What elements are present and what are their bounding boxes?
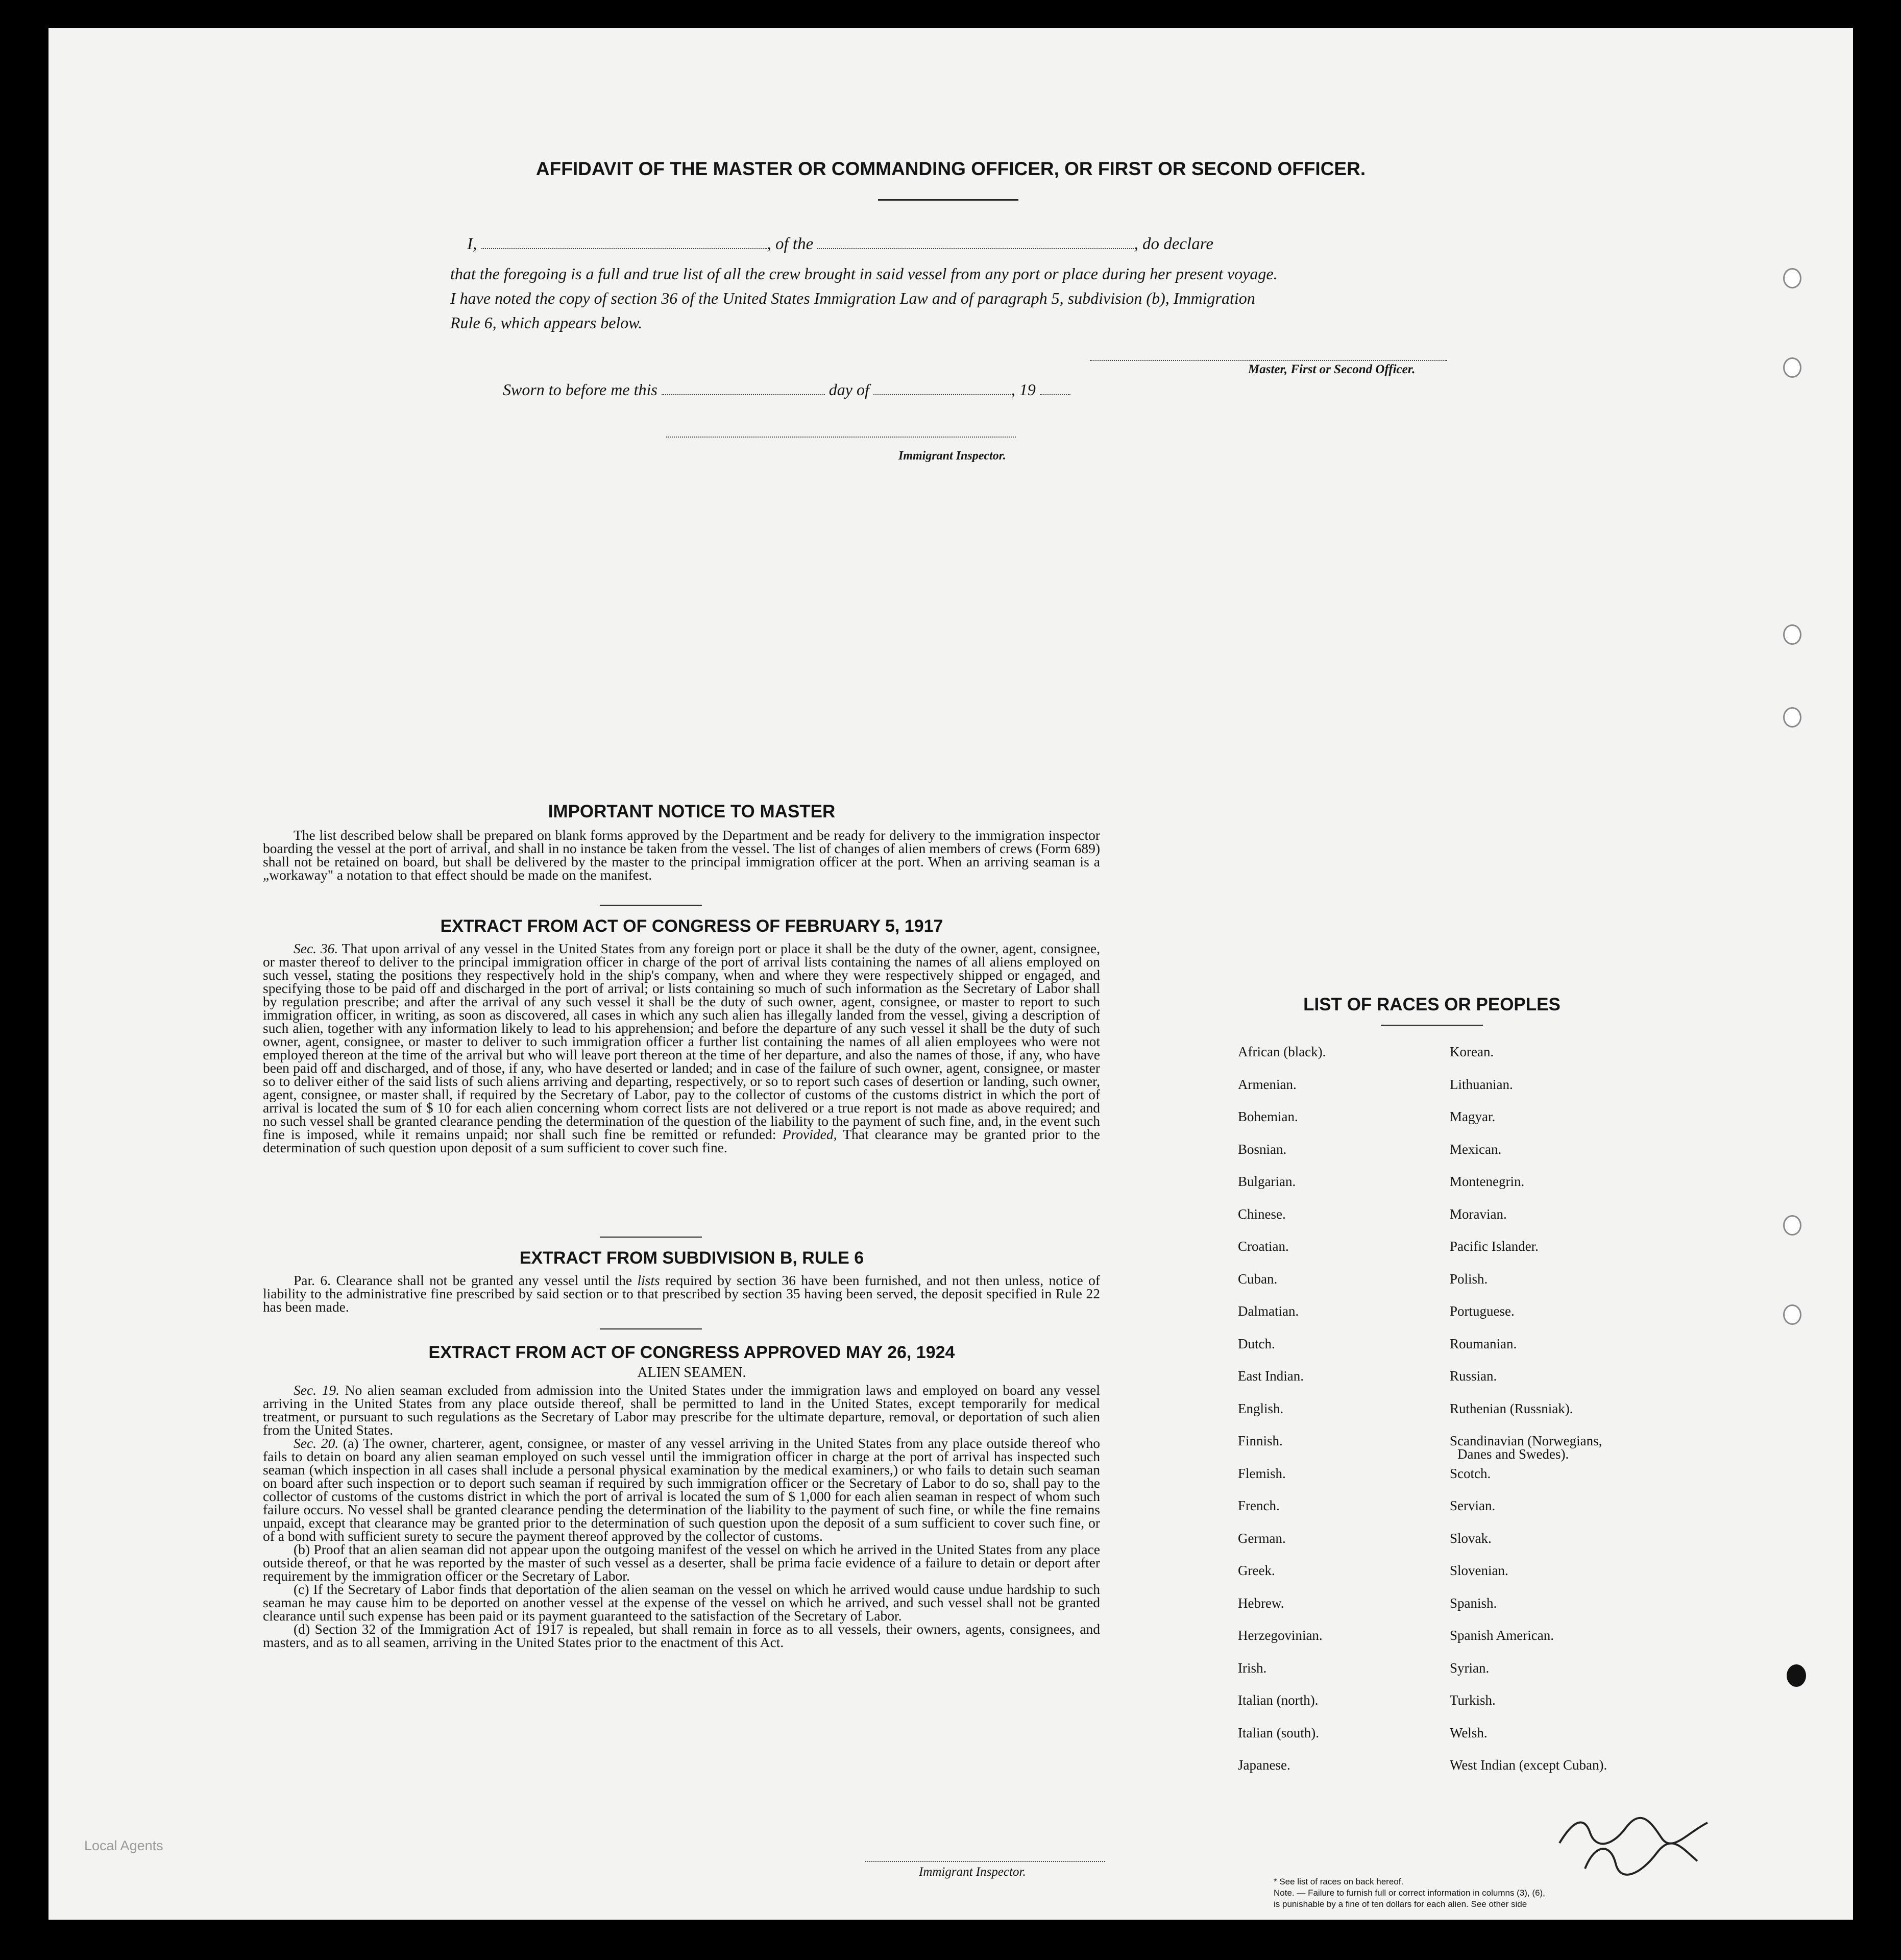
race-item: Syrian.	[1450, 1660, 1490, 1676]
punch-hole	[1783, 1304, 1801, 1325]
race-item: Pacific Islander.	[1450, 1239, 1539, 1254]
punch-hole	[1783, 357, 1801, 378]
race-item: Lithuanian.	[1450, 1076, 1513, 1092]
divider	[600, 905, 702, 906]
sworn-line: Sworn to before me this day of , 19	[503, 380, 1070, 399]
affidavit-title: AFFIDAVIT OF THE MASTER OR COMMANDING OFFICER, OR FIRST OR SECOND OFFICER.	[535, 158, 1366, 179]
race-item: Danes and Swedes).	[1457, 1446, 1569, 1462]
race-item: Turkish.	[1450, 1692, 1496, 1708]
punch-hole	[1783, 707, 1801, 728]
punch-hole	[1783, 624, 1801, 645]
race-item: Bulgarian.	[1238, 1174, 1296, 1189]
race-item: Dalmatian.	[1238, 1303, 1299, 1319]
name-blank	[481, 248, 767, 249]
month-blank	[873, 394, 1011, 395]
extract-rule6-title: EXTRACT FROM SUBDIVISION B, RULE 6	[519, 1248, 864, 1268]
extract-1917-text: Sec. 36. That upon arrival of any vessel in the United States from any foreign port or place it shall be the duty of the owner, agent, consignee, or master thereof to deliver to the principal immigration officer in charge of the port of arrival lists containing the names of all aliens employed on such vessel, stating the positions they respectively hold in the ship's company, when and where they were respectively shipped or engaged, and specifying those to be paid off and discharged in the port of arrival; or lists containing so much of such information as the Secretary of Labor shall by regulation prescribe; and after the arrival of any such vessel it shall be the duty of such owner, agent, consignee, or master to report to such immigration officer, in writing, as soon as discovered, all cases in which any such alien has illegally landed from the vessel, giving a description of such alien, together with any information likely to lead to his apprehension; and before the departure of any such vessel it shall be the duty of such owner, agent, consignee, or master to deliver to such immigration officer a further list containing the names of all alien employees who were not employed thereon at the time of the arrival but who will leave port thereon at the time of her departure, and also the names of those, if any, who have been paid off and discharged, and of those, if any, who have deserted or landed; and in case of the failure of such owner, agent, consignee, or master so to deliver either of the said lists of such aliens arriving and departing, respectively, or so to report such cases of desertion or landing, such owner, agent, consignee, or master shall, if required by the Secretary of Labor, pay to the collector of customs of the customs district in which the port of arrival is located the sum of $ 10 for each alien concerning whom correct lists are not delivered or a true report is not made as above required; and no such vessel shall be granted clearance pending the determination of the question of the liability to the payment of such fine, and, in the event such fine is imposed, while it remains unpaid; nor shall such fine be remitted or refunded: Provided, That clearance may be granted prior to the determination of such question upon deposit of a sum sufficient to cover such fine.	[263, 940, 1101, 1155]
race-item: Scandinavian (Norwegians,	[1450, 1433, 1602, 1448]
race-item: German.	[1238, 1530, 1286, 1546]
footer-note: is punishable by a fine of ten dollars for each alien. See other side	[1274, 1899, 1527, 1909]
race-item: Moravian.	[1450, 1206, 1507, 1222]
footer-note: * See list of races on back hereof.	[1274, 1877, 1404, 1886]
race-item: African (black).	[1238, 1044, 1326, 1059]
affidavit-body: that the foregoing is a full and true list of all the crew brought in said vessel from any port or place during her present voyage. I have noted the copy of section 36 of the United States Immigration Law and of paragraph 5, subdivision (b), Immigration Rule 6, which appears below.	[450, 264, 1278, 332]
race-item: Montenegrin.	[1450, 1174, 1525, 1189]
race-item: Armenian.	[1238, 1076, 1297, 1092]
race-item: Portuguese.	[1450, 1303, 1515, 1319]
race-item: French.	[1238, 1498, 1280, 1513]
extract-1917-title: EXTRACT FROM ACT OF CONGRESS OF FEBRUARY 5, 1917	[440, 916, 943, 936]
race-item: West Indian (except Cuban).	[1450, 1757, 1607, 1773]
extract-1924-title: EXTRACT FROM ACT OF CONGRESS APPROVED MAY 26, 1924	[428, 1343, 955, 1362]
race-item: English.	[1238, 1400, 1284, 1416]
punch-hole	[1787, 1664, 1806, 1687]
race-item: Spanish American.	[1450, 1628, 1554, 1643]
race-item: Spanish.	[1450, 1595, 1497, 1611]
master-signature-line	[1090, 360, 1447, 361]
divider	[1381, 1025, 1483, 1026]
race-item: Flemish.	[1238, 1465, 1286, 1481]
race-item: Mexican.	[1450, 1141, 1502, 1157]
race-item: Welsh.	[1450, 1725, 1488, 1740]
footer-inspector-label: Immigrant Inspector.	[919, 1865, 1026, 1879]
divider	[600, 1237, 702, 1238]
race-item: Herzegovinian.	[1238, 1628, 1323, 1643]
year-blank	[1040, 394, 1070, 395]
affidavit-declare-line: I, , of the , do declare	[467, 235, 1213, 253]
race-item: East Indian.	[1238, 1368, 1304, 1384]
race-item: Bosnian.	[1238, 1141, 1287, 1157]
footer-note: Note. — Failure to furnish full or correct information in columns (3), (6),	[1274, 1888, 1545, 1898]
race-item: Italian (south).	[1238, 1725, 1319, 1740]
inspector-label: Immigrant Inspector.	[898, 449, 1006, 463]
extract-1924-subtitle: ALIEN SEAMEN.	[637, 1365, 746, 1381]
race-item: Japanese.	[1238, 1757, 1290, 1773]
punch-hole	[1783, 1215, 1801, 1236]
race-item: Chinese.	[1238, 1206, 1286, 1222]
race-item: Slovenian.	[1450, 1563, 1508, 1578]
race-item: Scotch.	[1450, 1465, 1491, 1481]
race-item: Bohemian.	[1238, 1109, 1298, 1124]
race-item: Polish.	[1450, 1271, 1488, 1287]
race-item: Dutch.	[1238, 1336, 1275, 1351]
race-item: Italian (north).	[1238, 1692, 1319, 1708]
race-item: Korean.	[1450, 1044, 1494, 1059]
race-item: Russian.	[1450, 1368, 1497, 1384]
race-item: Cuban.	[1238, 1271, 1278, 1287]
day-blank	[662, 394, 825, 395]
race-item: Irish.	[1238, 1660, 1267, 1676]
divider	[600, 1328, 702, 1329]
race-item: Hebrew.	[1238, 1595, 1284, 1611]
document-page	[48, 28, 1853, 1920]
punch-hole	[1783, 268, 1801, 288]
races-title: LIST OF RACES OR PEOPLES	[1303, 995, 1561, 1014]
race-item: Roumanian.	[1450, 1336, 1517, 1351]
master-signature-label: Master, First or Second Officer.	[1248, 362, 1416, 376]
notice-title: IMPORTANT NOTICE TO MASTER	[548, 802, 836, 821]
race-item: Ruthenian (Russniak).	[1450, 1400, 1573, 1416]
race-item: Greek.	[1238, 1563, 1275, 1578]
footer-signature-line	[865, 1861, 1105, 1862]
race-item: Slovak.	[1450, 1530, 1492, 1546]
race-item: Servian.	[1450, 1498, 1496, 1513]
extract-1924-text: Sec. 19. No alien seaman excluded from admission into the United States under the immigration laws and employed on board any vessel arriving in the United States from any place outside thereof, shall be permitted to land in the United States, except temporarily for medical treatment, or pursuant to such regulations as the Secretary of Labor may prescribe for the ultimate departure, removal, or deportation of such alien from the United States. Sec. 20. (a) The owner, charterer, agent, consignee, or master of any vessel arriving in the United States from any place outside thereof who fails to detain on board any alien seaman employed on such vessel until the immigration officer in charge at the port of arrival has inspected such seaman (which inspection in all cases shall include a personal physical examination by the medical examiners,) or who fails to detain such seaman on board after such inspection or to deport such seaman if required by such immigration officer or the Secretary of Labor to do so, shall pay to the collector of customs of the customs district in which the port of arrival is located the sum of $ 1,000 for each alien seaman in respect of whom such failure occurs. No vessel shall be granted clearance pending the determination of the liability to the payment of such fine, or while the fine remains unpaid, except that clearance may be granted prior to the determination of such question upon the deposit of a sum sufficient to cover such fine, or of a bond with sufficient surety to secure the payment thereof approved by the collector of customs. (b) Proof that an alien seaman did not appear upon the outgoing manifest of the vessel on which he arrived in the United States from any place outside thereof, or that he was reported by the master of such vessel as a deserter, shall be prima facie evidence of a failure to detain or deport after requirement by the immigration officer or the Secretary of Labor. (c) If the Secretary of Labor finds that deportation of the alien seaman on the vessel on which he arrived would cause undue hardship to such seaman he may cause him to be deported on another vessel at the expense of the vessel on which he arrived, and such vessel shall not be granted clearance until such expense has been paid or its payment guaranteed to the satisfaction of the Secretary of Labor. (d) Section 32 of the Immigration Act of 1917 is repealed, but shall remain in force as to all vessels, their owners, agents, consignees, and masters, and as to all seamen, arriving in the United States prior to the enactment of this Act.	[263, 1382, 1101, 1650]
divider	[878, 199, 1018, 201]
inspector-signature-line	[666, 437, 1016, 438]
vessel-blank	[817, 248, 1134, 249]
handwritten-signature	[1554, 1812, 1723, 1879]
extract-rule6-text: Par. 6. Clearance shall not be granted any vessel until the lists required by section 36 have been furnished, and not then unless, notice of liability to the administrative fine prescribed by said section or to that prescribed by section 35 having been served, the deposit specified in Rule 22 has been made.	[263, 1272, 1101, 1315]
notice-text: The list described below shall be prepared on blank forms approved by the Department and be ready for delivery to the immigration inspector boarding the vessel at the port of arrival, and shall in no instance be taken from the vessel. The list of changes of alien members of crews (Form 689) shall not be retained on board, but shall be delivered by the master to the principal immigration officer at the port. When an arriving seaman is a „workaway" a notation to that effect should be made on the manifest.	[263, 827, 1100, 883]
local-agents-label: Local Agents	[84, 1838, 163, 1853]
footer-notes	[1274, 1876, 1784, 1910]
race-item: Croatian.	[1238, 1239, 1289, 1254]
race-item: Magyar.	[1450, 1109, 1496, 1124]
race-item: Finnish.	[1238, 1433, 1283, 1448]
